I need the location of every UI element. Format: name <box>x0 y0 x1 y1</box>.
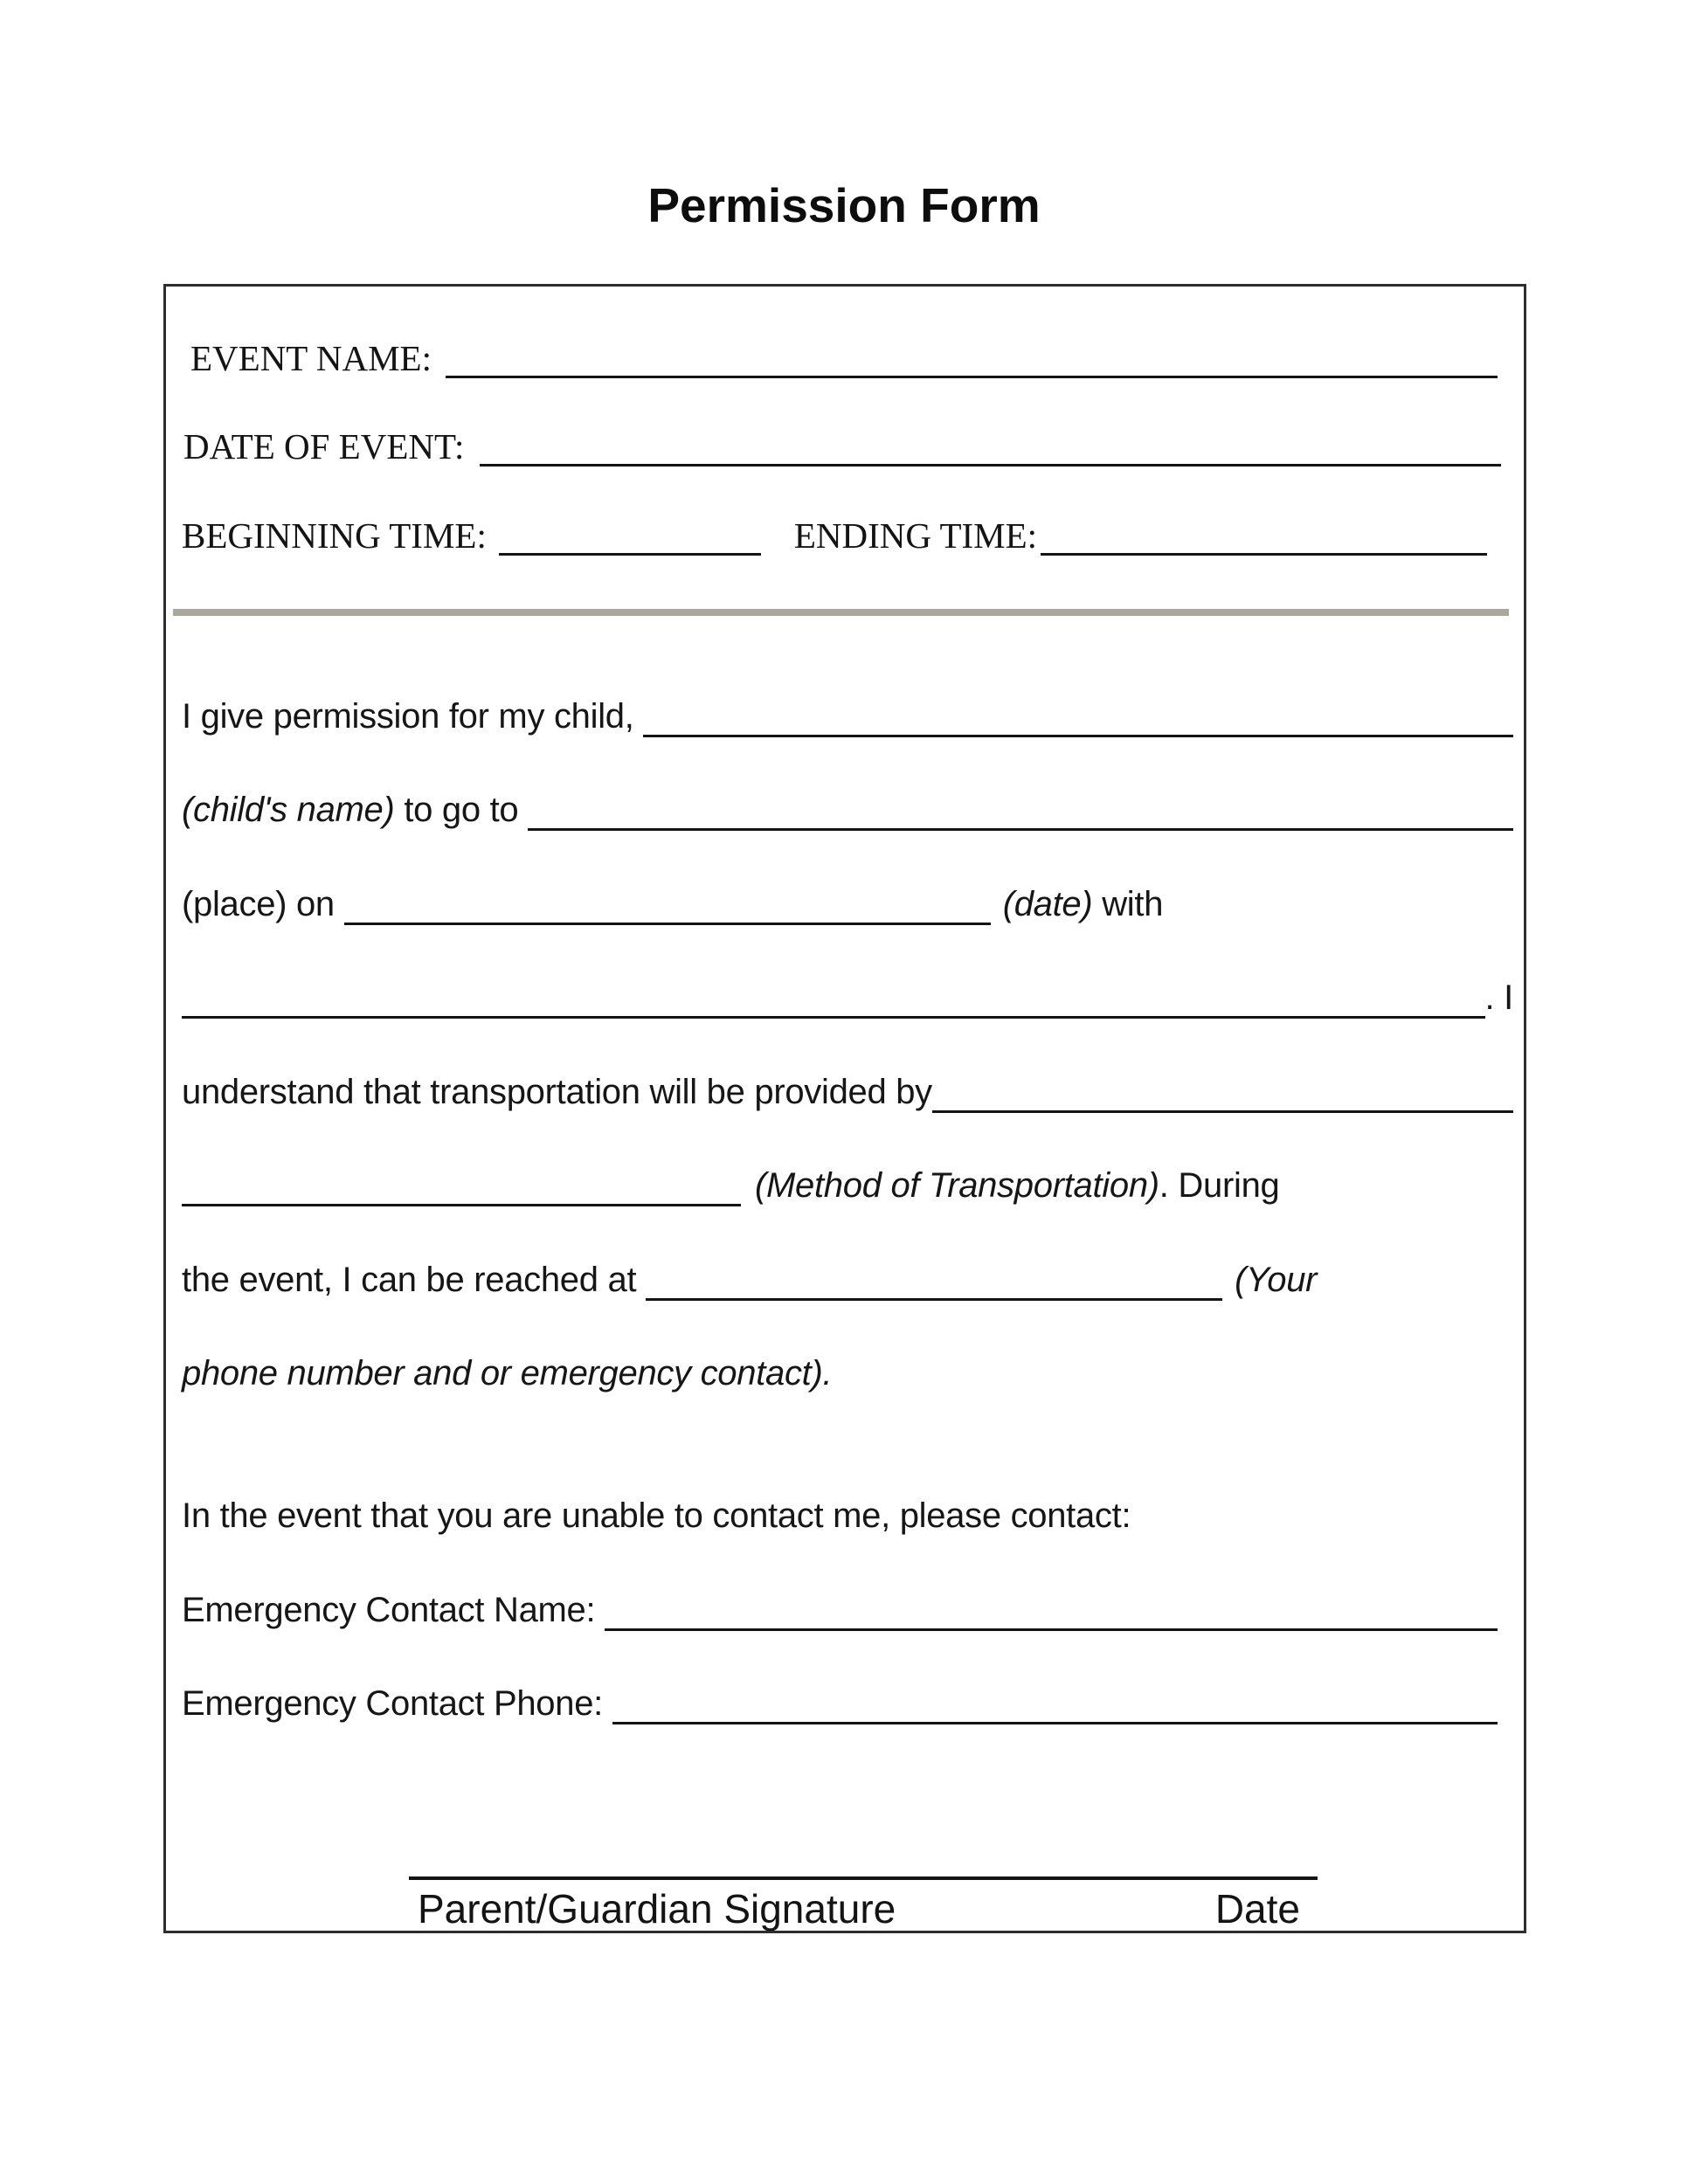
ending-time-blank <box>1041 553 1487 556</box>
place-caption: (place) on <box>182 884 344 923</box>
child-name-blank <box>643 735 1513 737</box>
text-segment: I give permission for my child, <box>182 696 644 736</box>
emergency-contact-name-label: Emergency Contact Name: <box>182 1590 605 1629</box>
permission-line-3 <box>182 876 1513 925</box>
signature-line <box>409 1876 1318 1880</box>
transportation-blank-2 <box>182 1204 741 1206</box>
permission-line-2 <box>182 782 1513 831</box>
permission-line-5 <box>182 1064 1513 1113</box>
page-title: Permission Form <box>647 178 1041 232</box>
permission-line-6 <box>182 1158 1513 1206</box>
beginning-time-blank <box>499 553 761 556</box>
text-segment: . During <box>1159 1165 1280 1205</box>
emergency-contact-phone-row <box>182 1676 1498 1724</box>
contact-intro-text: In the event that you are unable to contact me, please contact: <box>182 1496 1131 1535</box>
text-segment: with <box>1092 884 1164 923</box>
time-row <box>182 507 1487 556</box>
phone-caption-end: phone number and or emergency contact). <box>182 1353 833 1393</box>
signature-name-label: Parent/Guardian Signature <box>418 1886 896 1932</box>
chaperone-blank <box>182 1016 1485 1019</box>
text-segment: to go to <box>394 790 529 829</box>
text-segment: . I <box>1484 978 1513 1017</box>
permission-line-1 <box>182 688 1513 737</box>
permission-line-8 <box>182 1345 1513 1394</box>
phone-blank <box>646 1298 1222 1301</box>
place-blank <box>528 828 1513 831</box>
event-name-label: EVENT NAME: <box>190 337 432 378</box>
date-caption: (date) <box>1002 884 1093 923</box>
transportation-caption: (Method of Transportation) <box>755 1165 1159 1205</box>
emergency-contact-name-row <box>182 1582 1498 1631</box>
date-blank <box>344 923 991 925</box>
beginning-time-label: BEGINNING TIME: <box>182 515 487 556</box>
permission-line-4 <box>182 970 1513 1019</box>
transportation-blank-1 <box>932 1110 1513 1113</box>
date-of-event-row <box>183 418 1501 467</box>
form-box <box>163 284 1526 1933</box>
contact-intro <box>182 1488 1513 1537</box>
emergency-contact-phone-label: Emergency Contact Phone: <box>182 1683 612 1723</box>
signature-date-label: Date <box>1214 1886 1300 1932</box>
signature-labels <box>409 1885 1318 1932</box>
date-of-event-blank <box>480 464 1501 467</box>
emergency-contact-phone-blank <box>612 1722 1498 1724</box>
phone-caption-start: (Your <box>1235 1260 1318 1299</box>
section-divider <box>173 609 1509 616</box>
event-name-blank <box>446 376 1498 378</box>
event-name-row <box>190 329 1498 378</box>
emergency-contact-name-blank <box>605 1628 1498 1631</box>
child-name-caption: (child's name) <box>182 790 395 829</box>
text-segment: the event, I can be reached at <box>182 1260 647 1299</box>
permission-line-7 <box>182 1252 1513 1301</box>
date-of-event-label: DATE OF EVENT: <box>183 425 465 467</box>
ending-time-label: ENDING TIME: <box>793 515 1038 556</box>
text-segment: understand that transportation will be provided by <box>182 1072 932 1111</box>
